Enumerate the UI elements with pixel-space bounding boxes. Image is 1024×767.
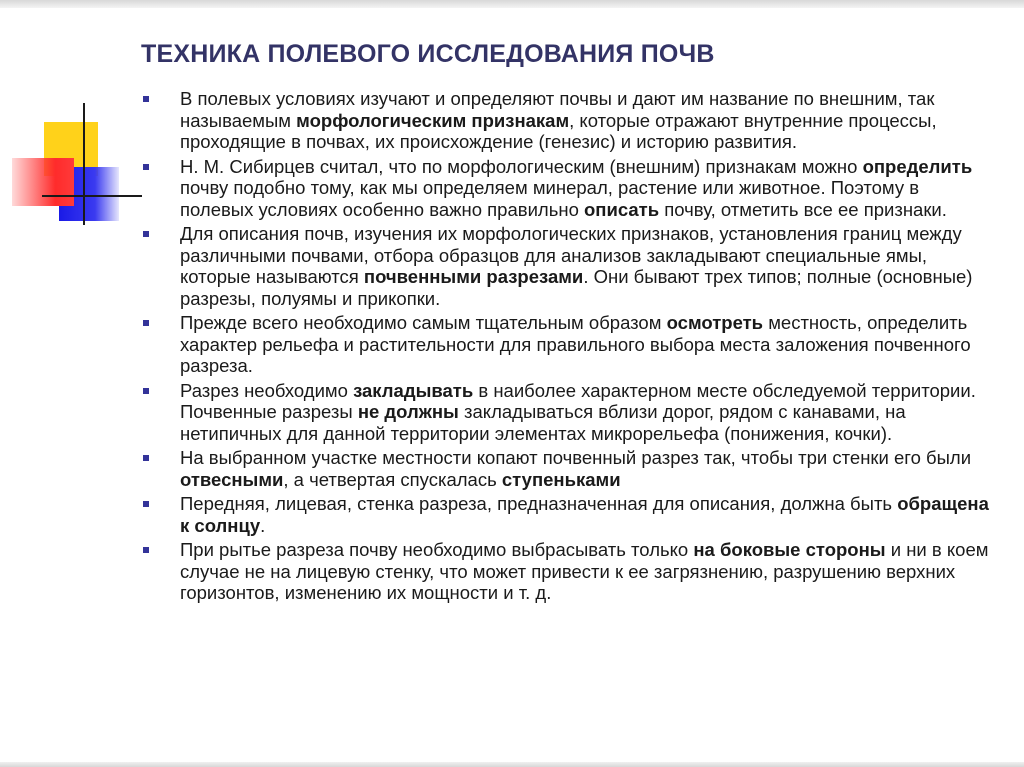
bullet-text: в наиболее характерном месте обследуемой территории. Почвенные разрезы <box>180 379 976 422</box>
bullet-item <box>140 380 990 445</box>
bullet-text: Прежде всего необходимо самым тщательным образом <box>180 312 667 333</box>
bullet-text: и ни в коем случае не на лицевую стенку, что может привести к ее загрязнению, разрушению верхних горизонтов, изменению их мощности и т. д. <box>180 539 989 603</box>
decorative-logo <box>0 0 140 240</box>
bullet-text: почву, отметить все ее признаки. <box>659 198 947 220</box>
bullet-marker-icon <box>143 320 149 326</box>
bullet-text: , а четвертая спускалась <box>283 468 502 490</box>
red-square-decoration <box>12 158 74 206</box>
bullet-marker-icon <box>143 164 149 170</box>
bullet-text: закладываться вблизи дорог, рядом с канавами, на нетипичных для данной территории элементах микрорельефа (понижения, кочки). <box>180 401 906 444</box>
bullet-emphasis-text: описать <box>584 198 660 220</box>
slide-title: ТЕХНИКА ПОЛЕВОГО ИССЛЕДОВАНИЯ ПОЧВ <box>141 40 715 68</box>
top-border-strip <box>0 0 1024 8</box>
bullet-text: Для описания почв, изучения их морфологических признаков, установления границ между различными почвами, отбора образцов для анализов закладывают специальные ямы, которые называются <box>180 223 962 287</box>
bullet-item <box>140 223 990 309</box>
bullet-text: В полевых условиях изучают и определяют почвы и дают им название по внешним, так называемым <box>180 88 935 131</box>
bullet-item <box>140 312 990 377</box>
bullet-emphasis-text: почвенными разрезами <box>363 266 584 287</box>
bullet-emphasis-text: закладывать <box>353 379 474 401</box>
bullet-text: Разрез необходимо <box>180 379 354 401</box>
bullet-text: . <box>260 514 266 536</box>
bullet-emphasis-text: ступеньками <box>501 468 621 490</box>
bullet-emphasis-text: определить <box>862 155 973 177</box>
bullet-emphasis-text: на боковые стороны <box>693 539 886 560</box>
bullet-text: . Они бывают трех типов; полные (основные) разрезы, полуямы и прикопки. <box>180 266 973 309</box>
bullet-marker-icon <box>143 231 149 237</box>
bullet-marker-icon <box>143 547 149 553</box>
bullet-emphasis-text: отвесными <box>180 468 284 490</box>
bullet-text: местность, определить характер рельефа и растительности для правильного выбора места заложения почвенного разреза. <box>180 312 971 376</box>
bullet-text: почву подобно тому, как мы определяем минерал, растение или животное. Поэтому в полевых условиях особенно важно правильно <box>180 177 920 220</box>
bullet-marker-icon <box>143 388 149 394</box>
bullet-emphasis-text: морфологическим признакам <box>296 109 570 131</box>
bullet-text: На выбранном участке местности копают почвенный разрез так, чтобы три стенки его были <box>180 447 972 468</box>
bullet-emphasis-text: не должны <box>357 401 459 422</box>
vertical-line-decoration <box>83 103 85 225</box>
bullet-item <box>140 447 990 490</box>
bullet-text: Передняя, лицевая, стенка разреза, предназначенная для описания, должна быть <box>180 493 898 514</box>
bullet-marker-icon <box>143 501 149 507</box>
bullet-marker-icon <box>143 96 149 102</box>
bullet-item <box>140 88 990 153</box>
bullet-item <box>140 493 990 536</box>
bullet-emphasis-text: осмотреть <box>666 312 764 333</box>
horizontal-line-decoration <box>42 195 142 197</box>
bottom-border-strip <box>0 762 1024 767</box>
bullet-emphasis-text: обращена к солнцу <box>180 493 989 536</box>
bullet-text: , которые отражают внутренние процессы, проходящие в почвах, их происхождение (генезис) и историю развития. <box>180 109 937 152</box>
bullet-list <box>140 88 990 607</box>
bullet-item <box>140 539 990 604</box>
bullet-text: Н. М. Сибирцев считал, что по морфологическим (внешним) признакам можно <box>180 155 863 177</box>
bullet-text: При рытье разреза почву необходимо выбрасывать только <box>180 539 694 560</box>
bullet-item <box>140 156 990 221</box>
bullet-marker-icon <box>143 455 149 461</box>
